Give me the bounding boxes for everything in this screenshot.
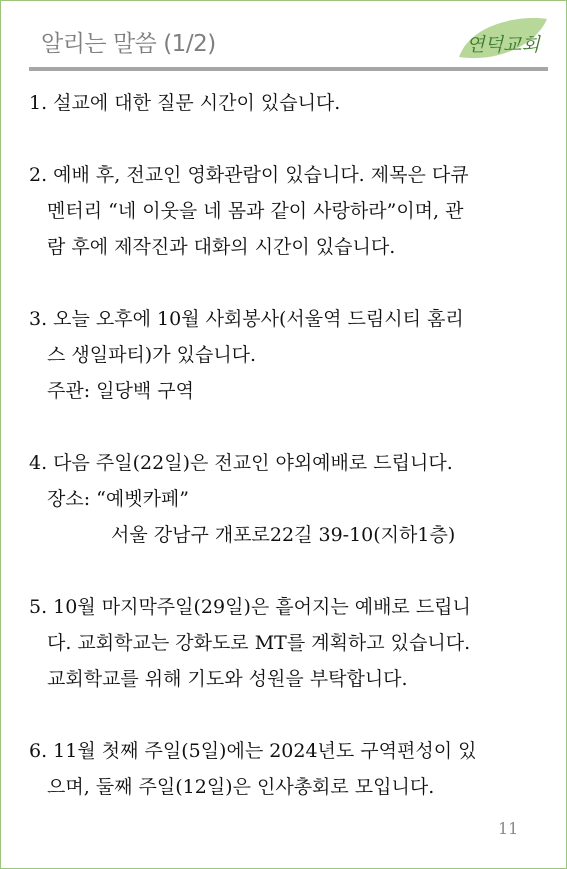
announcement-item-3	[29, 301, 544, 409]
announcement-line: 장소: “예벳카페”	[47, 488, 189, 510]
announcement-line: 주관: 일당백 구역	[47, 380, 194, 402]
announcement-list	[29, 85, 544, 805]
announcement-item-2	[29, 157, 544, 265]
title-divider	[29, 67, 548, 71]
announcement-line: 스 생일파티)가 있습니다.	[47, 344, 257, 366]
announcement-item-5	[29, 589, 544, 697]
announcement-line: 서울 강남구 개포로22길 39-10(지하1층)	[111, 524, 456, 546]
announcement-line: 1. 설교에 대한 질문 시간이 있습니다.	[29, 92, 341, 114]
page-title: 알리는 말씀 (1/2)	[41, 31, 216, 57]
announcement-item-1	[29, 85, 544, 121]
announcement-line: 6. 11월 첫째 주일(5일)에는 2024년도 구역편성이 있	[29, 740, 477, 762]
announcement-line: 5. 10월 마지막주일(29일)은 흩어지는 예배로 드립니	[29, 596, 471, 618]
announcement-item-6	[29, 733, 544, 805]
page-number: 11	[498, 819, 519, 838]
logo-text: 연덕교회	[466, 34, 540, 56]
church-logo	[451, 13, 551, 69]
announcement-line: 다. 교회학교는 강화도로 MT를 계획하고 있습니다.	[47, 632, 471, 654]
announcement-line: 2. 예배 후, 전교인 영화관람이 있습니다. 제목은 다큐	[29, 164, 469, 186]
announcement-line: 람 후에 제작진과 대화의 시간이 있습니다.	[47, 236, 396, 258]
announcement-line: 교회학교를 위해 기도와 성원을 부탁합니다.	[47, 668, 408, 690]
announcement-line: 4. 다음 주일(22일)은 전교인 야외예배로 드립니다.	[29, 452, 453, 474]
announcement-line: 멘터리 “네 이웃을 네 몸과 같이 사랑하라”이며, 관	[47, 200, 464, 222]
announcement-line: 으며, 둘째 주일(12일)은 인사총회로 모입니다.	[47, 776, 435, 798]
announcement-line: 3. 오늘 오후에 10월 사회봉사(서울역 드림시티 홈리	[29, 308, 464, 330]
announcement-item-4	[29, 445, 544, 553]
